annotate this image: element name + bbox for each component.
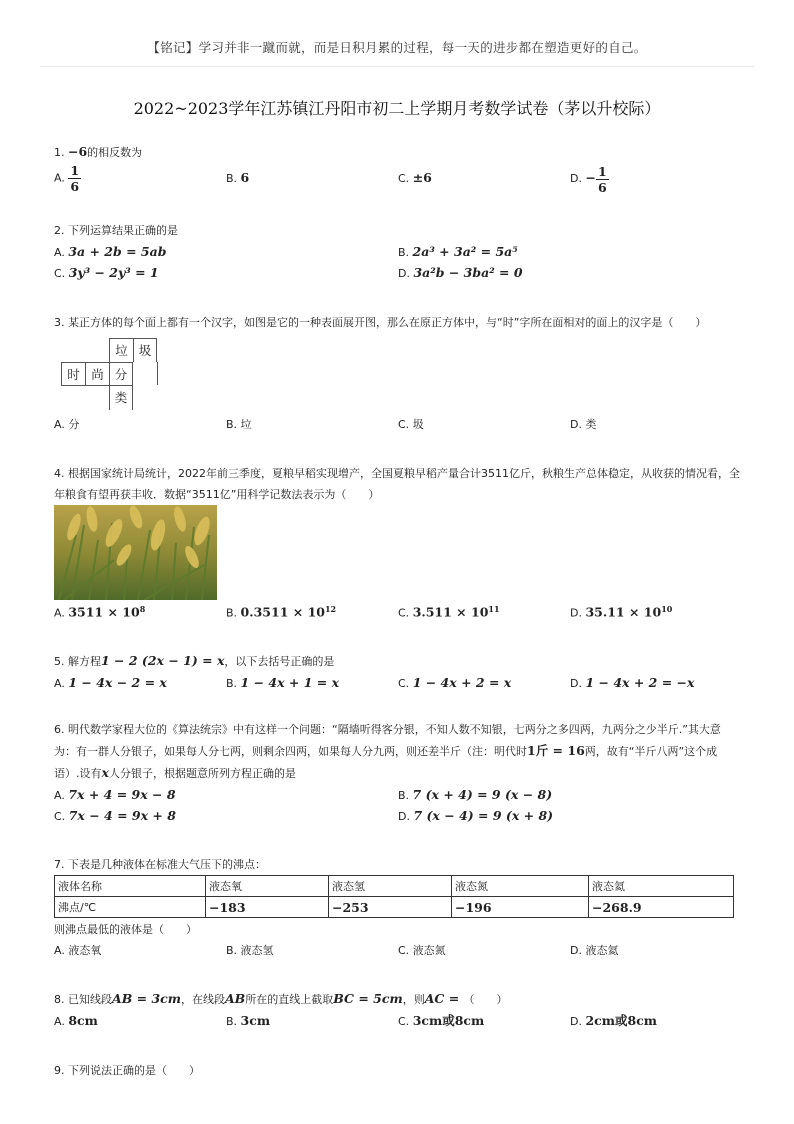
option-d[interactable]: D. 2cm或8cm — [570, 1013, 658, 1028]
option-b[interactable]: B. 7 (x + 4) = 9 (x − 8) — [398, 787, 553, 802]
option-d[interactable]: D. $35.11 \times 10^{10}$ — [570, 604, 673, 620]
options-row — [54, 163, 744, 193]
question-stem: 7. 下表是几种液体在标准大气压下的沸点： — [54, 858, 266, 871]
table-cell: 液态氢 — [329, 876, 452, 897]
option-c[interactable]: C. 3cm或8cm — [398, 1013, 485, 1028]
question-3 — [54, 312, 744, 333]
option-b[interactable]: B. 1 − 4x + 1 = x — [226, 675, 340, 690]
options-row — [54, 414, 744, 435]
question-3-options — [54, 414, 744, 435]
rice-field-photo — [54, 505, 217, 600]
option-a[interactable]: A. 1 − 4x − 2 = x — [54, 675, 167, 690]
fraction: $\frac{1}{6}$ — [597, 163, 607, 195]
options-row — [54, 940, 744, 961]
page-title: 2022~2023学年江苏镇江丹阳市初二上学期月考数学试卷（茅以升校际） — [133, 99, 661, 118]
table-cell: 沸点/℃ — [55, 897, 206, 918]
option-b[interactable]: B. 6 — [226, 170, 250, 185]
option-d[interactable]: D. − $\frac{1}{6}$ — [570, 163, 607, 195]
options-row — [54, 784, 744, 805]
table-header-row — [55, 876, 734, 897]
table-cell: −196 — [452, 897, 589, 918]
options-row — [54, 805, 744, 826]
option-a[interactable]: A. $\frac{1}{6}$ — [54, 163, 80, 194]
option-a[interactable]: A. 液态氧 — [54, 944, 102, 957]
option-a[interactable]: A. $3511 \times 10^8$ — [54, 604, 146, 620]
option-a[interactable]: A. 3a + 2b = 5ab — [54, 244, 167, 259]
table-cell: 液态氦 — [589, 876, 734, 897]
option-a[interactable]: A. 8cm — [54, 1013, 98, 1028]
option-c[interactable]: C. 液态氮 — [398, 944, 446, 957]
motto-banner: 【铭记】学习并非一蹴而就，而是日积月累的过程，每一天的进步都在塑造更好的自己。 — [147, 40, 647, 55]
question-stem: 8. 已知线段AB = 3cm，在线段AB所在的直线上截取BC = 5cm，则AC = （ ） — [54, 991, 508, 1006]
table-cell: 液态氧 — [206, 876, 329, 897]
option-b[interactable]: B. 2a³ + 3a² = 5a⁵ — [398, 244, 518, 259]
options-row — [54, 241, 744, 262]
option-c[interactable]: C. ±6 — [398, 170, 432, 185]
question-7 — [54, 854, 744, 961]
options-row — [54, 262, 744, 283]
option-d[interactable]: D. 液态氦 — [570, 944, 619, 957]
question-1 — [54, 141, 744, 193]
question-9 — [54, 1060, 744, 1081]
options-row — [54, 599, 744, 620]
net-cell: 时 — [61, 362, 85, 386]
question-8 — [54, 988, 744, 1031]
question-4-options — [54, 599, 744, 620]
fraction: $\frac{1}{6}$ — [70, 163, 80, 194]
options-row — [54, 1010, 744, 1031]
option-d[interactable]: D. 3a²b − 3ba² = 0 — [398, 265, 523, 280]
options-row — [54, 672, 744, 693]
net-cell: 尚 — [85, 362, 109, 386]
question-stem: 5. 解方程1 − 2 (2x − 1) = x，以下去括号正确的是 — [54, 653, 335, 668]
question-4 — [54, 463, 744, 505]
question-stem: 1. −6的相反数为 — [54, 144, 143, 159]
cube-net-figure — [61, 337, 161, 411]
option-c[interactable]: C. 1 − 4x + 2 = x — [398, 675, 512, 690]
table-cell: 液体名称 — [55, 876, 206, 897]
net-edge — [157, 362, 158, 385]
question-stem: 9. 下列说法正确的是（ ） — [54, 1064, 200, 1077]
question-stem: 2. 下列运算结果正确的是 — [54, 224, 178, 237]
question-after-text: 则沸点最低的液体是（ ） — [54, 923, 197, 936]
option-a[interactable]: A. 7x + 4 = 9x − 8 — [54, 787, 176, 802]
option-b[interactable]: B. 垃 — [226, 418, 252, 431]
question-2 — [54, 220, 744, 283]
boiling-point-table — [54, 875, 734, 918]
option-d[interactable]: D. 类 — [570, 418, 597, 431]
table-row — [55, 897, 734, 918]
option-a[interactable]: A. 分 — [54, 418, 80, 431]
option-b[interactable]: B. 3cm — [226, 1013, 271, 1028]
table-cell: −183 — [206, 897, 329, 918]
option-c[interactable]: C. 7x − 4 = 9x + 8 — [54, 808, 176, 823]
net-cell: 垃 — [109, 338, 133, 362]
option-c[interactable]: C. $3.511 \times 10^{11}$ — [398, 604, 500, 620]
table-cell: −268.9 — [589, 897, 734, 918]
table-cell: 液态氮 — [452, 876, 589, 897]
header-divider — [40, 66, 754, 67]
option-c[interactable]: C. 3y³ − 2y³ = 1 — [54, 265, 159, 280]
question-stem: 4. 根据国家统计局统计，2022年前三季度，夏粮早稻实现增产，全国夏粮早稻产量合计3511亿斤，秋粮生产总体稳定，从收获的情况看，全 年粮食有望再获丰收．数据“3511亿”用科学记数法表示为（ ） — [54, 467, 740, 501]
option-b[interactable]: B. 液态氢 — [226, 944, 274, 957]
net-cell: 分 — [109, 362, 133, 386]
question-stem: 3. 某正方体的每个面上都有一个汉字，如图是它的一种表面展开图，那么在原正方体中，与“时”字所在面相对的面上的汉字是（ ） — [54, 316, 707, 329]
question-stem: 6. 明代数学家程大位的《算法统宗》中有这样一个问题：“隔墙听得客分银，不知人数不知银，七两分之多四两，九两分之少半斤.”其大意 为：有一群人分银子，如果每人分七两，则剩余四两，如果每人分九两，则还差半斤（注：明代时1斤 = 16两，故有“半斤八两”这个成 语）.设有x人分银子，根据题意所列方程正确的是 — [54, 723, 721, 780]
net-cell: 圾 — [133, 338, 157, 362]
table-cell: −253 — [329, 897, 452, 918]
option-c[interactable]: C. 圾 — [398, 418, 424, 431]
option-d[interactable]: D. 1 − 4x + 2 = −x — [570, 675, 695, 690]
question-5 — [54, 650, 744, 693]
option-d[interactable]: D. 7 (x − 4) = 9 (x + 8) — [398, 808, 554, 823]
net-cell: 类 — [109, 386, 133, 410]
question-6 — [54, 719, 744, 826]
option-b[interactable]: B. $0.3511 \times 10^{12}$ — [226, 604, 337, 620]
